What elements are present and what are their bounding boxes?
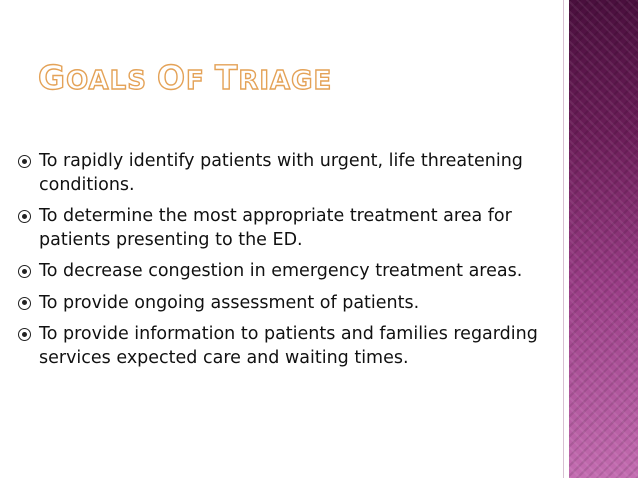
bullet-text: To provide ongoing assessment of patients.: [39, 292, 420, 313]
bullet-text: To rapidly identify patients with urgent, life threatening conditions.: [39, 151, 523, 195]
bullet-item: [18, 323, 538, 370]
title-part: RIAGE: [238, 66, 333, 96]
target-circle-icon: [18, 155, 31, 168]
slide-title: [38, 58, 332, 97]
title-part: G: [38, 58, 67, 97]
decorative-sidebar: [569, 0, 638, 478]
title-part: T: [214, 58, 239, 97]
target-circle-icon: [18, 328, 31, 341]
bullet-item: [18, 205, 538, 252]
target-circle-icon: [18, 265, 31, 278]
target-circle-icon: [18, 210, 31, 223]
title-part: O: [156, 58, 187, 97]
title-part: F: [186, 66, 215, 96]
bullet-item: [18, 292, 538, 316]
bullet-item: [18, 150, 538, 197]
sidebar-divider-line: [563, 0, 564, 478]
bullet-text: To decrease congestion in emergency treatment areas.: [39, 261, 523, 281]
target-circle-icon: [18, 297, 31, 310]
bullet-item: [18, 260, 538, 284]
bullet-text: To provide information to patients and families regarding services expected care and waiting times.: [39, 324, 538, 368]
bullet-list: [18, 150, 538, 378]
title-part: OALS: [66, 66, 157, 96]
bullet-text: To determine the most appropriate treatment area for patients presenting to the ED.: [39, 206, 512, 250]
